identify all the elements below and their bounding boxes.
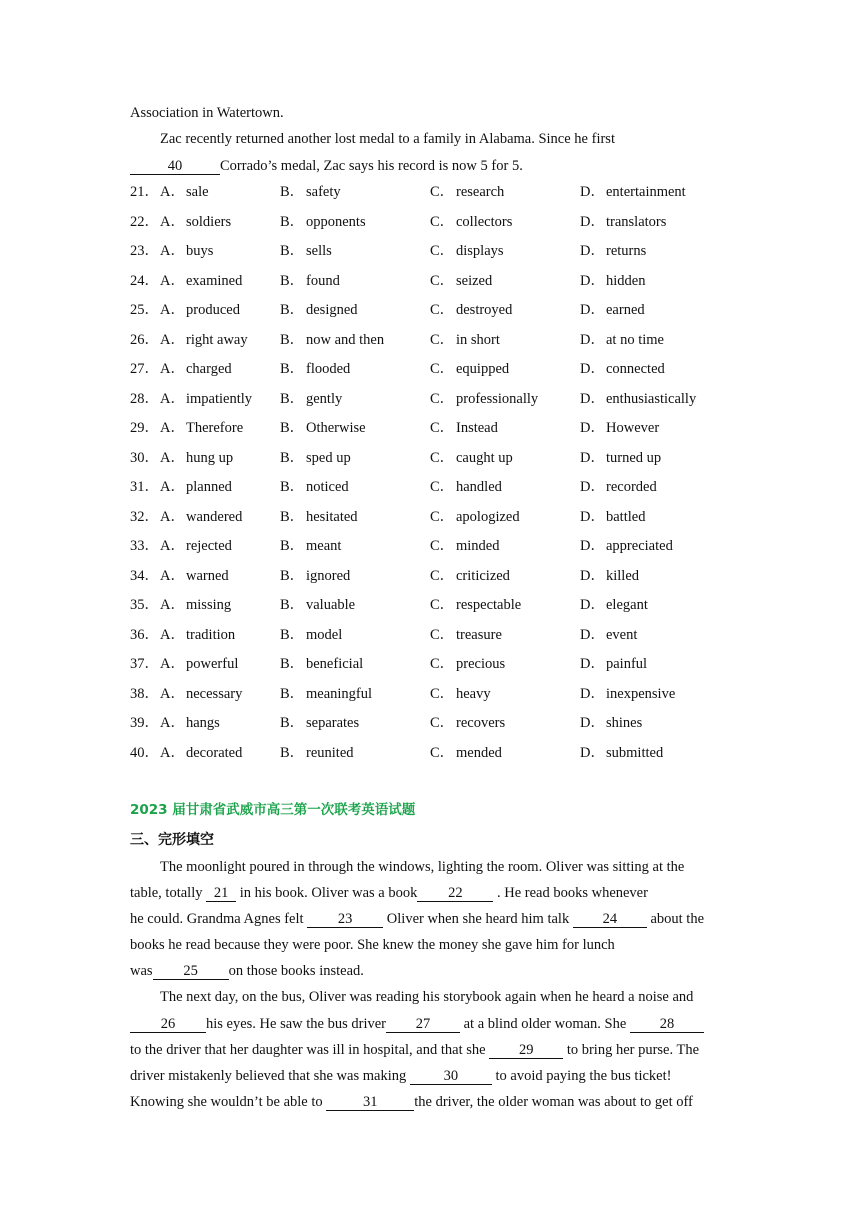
option-b[interactable]: meant [306,538,342,554]
option-c[interactable]: handled [456,479,502,495]
option-a[interactable]: produced [186,302,240,318]
option-c[interactable]: destroyed [456,302,513,318]
option-a[interactable]: necessary [186,685,243,702]
question-row [130,212,770,242]
blank-23[interactable]: 23 [307,911,383,928]
option-d[interactable]: However [606,420,660,436]
option-letter-b: B． [280,685,305,702]
option-letter-b: B． [280,390,305,407]
question-row [130,477,770,507]
question-row [130,418,770,448]
option-letter-c: C． [430,597,455,613]
passage-text: to bring her purse. The [563,1042,700,1058]
passage-line: Association in Watertown. [130,105,284,121]
question-row [130,300,770,330]
option-c[interactable]: respectable [456,597,522,613]
option-letter-c: C． [430,361,455,377]
option-d[interactable]: battled [606,508,646,525]
option-letter-d: D． [580,626,605,643]
option-letter-c: C． [430,508,455,525]
option-a[interactable]: right away [186,331,248,348]
question-number: 37． [130,656,159,672]
option-letter-c: C． [430,420,455,436]
question-row [130,241,770,271]
option-a[interactable]: Therefore [186,420,244,436]
passage-line [130,883,648,903]
blank-30[interactable]: 30 [410,1068,492,1085]
option-b[interactable]: reunited [306,744,354,761]
question-number: 27． [130,361,159,377]
option-letter-b: B． [280,420,305,436]
question-row [130,359,770,389]
option-letter-a: A． [160,656,185,672]
option-d[interactable]: shines [606,715,643,731]
option-letter-d: D． [580,567,605,584]
option-letter-d: D． [580,508,605,525]
passage-line: Zac recently returned another lost medal to a family in Alabama. Since he first [160,131,615,147]
option-d[interactable]: appreciated [606,538,673,554]
option-d[interactable]: killed [606,567,640,584]
option-b[interactable]: safety [306,184,341,200]
option-d[interactable]: returns [606,243,647,259]
option-letter-a: A． [160,390,185,407]
passage-line [130,156,523,176]
passage-text: Corrado’s medal, Zac says his record is now 5 for 5. [220,158,523,174]
option-letter-a: A． [160,184,185,200]
question-number: 33． [130,538,159,554]
option-letter-d: D． [580,331,605,348]
option-c[interactable]: research [456,184,505,200]
option-b[interactable]: valuable [306,597,356,613]
blank-27[interactable]: 27 [386,1016,460,1033]
passage-line: books he read because they were poor. She knew the money she gave him for lunch [130,937,615,953]
blank-29[interactable]: 29 [489,1042,563,1059]
option-letter-a: A． [160,626,185,643]
question-number: 29． [130,420,159,436]
option-a[interactable]: sale [186,184,209,200]
option-c[interactable]: heavy [456,685,491,702]
option-letter-b: B． [280,626,305,643]
option-letter-b: B． [280,479,305,495]
passage-text: in his book. Oliver was a book [236,885,418,901]
passage-text: was [130,963,153,979]
option-a[interactable]: decorated [186,744,243,761]
blank-21[interactable]: 21 [206,885,236,902]
option-letter-b: B． [280,184,305,200]
passage-text: the driver, the older woman was about to get off [414,1094,693,1110]
option-letter-a: A． [160,361,185,377]
option-letter-a: A． [160,567,185,584]
option-letter-c: C． [430,449,455,466]
option-letter-b: B． [280,567,305,584]
option-d[interactable]: hidden [606,272,646,289]
option-a[interactable]: warned [186,567,229,584]
passage-line: The next day, on the bus, Oliver was reading his storybook again when he heard a noise and [160,989,694,1005]
option-c[interactable]: apologized [456,508,520,525]
option-letter-b: B． [280,243,305,259]
option-b[interactable]: meaningful [306,685,373,702]
option-letter-b: B． [280,449,305,466]
option-c[interactable]: in short [456,331,500,348]
passage-text: at a blind older woman. She [460,1016,630,1032]
option-b[interactable]: now and then [306,331,385,348]
option-d[interactable]: entertainment [606,184,686,200]
option-letter-c: C． [430,715,455,731]
option-letter-d: D． [580,685,605,702]
option-letter-a: A． [160,213,185,230]
option-a[interactable]: tradition [186,626,236,643]
option-letter-a: A． [160,538,185,554]
option-letter-a: A． [160,744,185,761]
passage-line [130,961,364,981]
question-number: 32． [130,508,159,525]
option-letter-d: D． [580,302,605,318]
option-letter-c: C． [430,331,455,348]
option-c[interactable]: criticized [456,567,510,584]
option-letter-c: C． [430,243,455,259]
option-letter-d: D． [580,184,605,200]
option-b[interactable]: beneficial [306,656,364,672]
option-b[interactable]: sped up [306,449,351,466]
option-letter-d: D． [580,361,605,377]
option-a[interactable]: hung up [186,449,234,466]
question-number: 26． [130,331,159,348]
option-letter-b: B． [280,331,305,348]
option-letter-a: A． [160,715,185,731]
option-d[interactable]: at no time [606,331,664,348]
option-letter-d: D． [580,656,605,672]
option-a[interactable]: buys [186,243,214,259]
option-a[interactable]: hangs [186,715,220,731]
option-c[interactable]: minded [456,538,500,554]
option-d[interactable]: elegant [606,597,648,613]
option-a[interactable]: wandered [186,508,243,525]
question-row [130,330,770,360]
blank-40[interactable]: 40 [130,158,220,175]
blank-31[interactable]: 31 [326,1094,414,1111]
passage-line [130,1092,693,1112]
option-letter-a: A． [160,243,185,259]
blank-28[interactable]: 28 [630,1016,704,1033]
option-letter-a: A． [160,420,185,436]
option-letter-d: D． [580,744,605,761]
question-number: 21． [130,184,159,200]
question-row [130,448,770,478]
option-letter-d: D． [580,449,605,466]
option-letter-c: C． [430,302,455,318]
question-row [130,389,770,419]
option-letter-d: D． [580,213,605,230]
option-letter-a: A． [160,508,185,525]
option-letter-c: C． [430,567,455,584]
option-letter-c: C． [430,685,455,702]
option-d[interactable]: recorded [606,479,657,495]
option-b[interactable]: noticed [306,479,349,495]
option-letter-c: C． [430,626,455,643]
option-b[interactable]: Otherwise [306,420,366,436]
option-b[interactable]: model [306,626,343,643]
passage-text: . He read books whenever [493,885,648,901]
question-row [130,566,770,596]
question-row [130,684,770,714]
passage-text: to the driver that her daughter was ill in hospital, and that she [130,1042,490,1058]
question-row [130,654,770,684]
question-row [130,713,770,743]
option-a[interactable]: rejected [186,538,232,554]
blank-26[interactable]: 26 [130,1016,206,1033]
option-d[interactable]: enthusiastically [606,390,697,407]
blank-24[interactable]: 24 [573,911,647,928]
option-d[interactable]: connected [606,361,665,377]
option-letter-a: A． [160,272,185,289]
option-a[interactable]: examined [186,272,243,289]
option-letter-a: A． [160,597,185,613]
option-letter-d: D． [580,272,605,289]
passage-text: Knowing she wouldn’t be able to [130,1094,327,1110]
option-d[interactable]: submitted [606,744,664,761]
option-b[interactable]: found [306,272,340,289]
option-letter-c: C． [430,390,455,407]
option-b[interactable]: gently [306,390,343,407]
option-letter-a: A． [160,685,185,702]
blank-25[interactable]: 25 [153,963,229,980]
source-title: 2023 届甘肃省武威市高三第一次联考英语试题 [130,802,416,818]
passage-line: The moonlight poured in through the windows, lighting the room. Oliver was sitting at the [160,859,685,875]
question-row [130,507,770,537]
option-letter-b: B． [280,213,305,230]
option-c[interactable]: mended [456,744,502,761]
option-letter-c: C． [430,538,455,554]
passage-text: table, totally [130,885,207,901]
passage-text: Oliver when she heard him talk [383,911,573,927]
option-letter-c: C． [430,184,455,200]
option-letter-d: D． [580,420,605,436]
question-number: 39． [130,715,159,731]
option-letter-d: D． [580,715,605,731]
option-a[interactable]: planned [186,479,232,495]
question-number: 23． [130,243,159,259]
option-c[interactable]: displays [456,243,504,259]
passage-text: driver mistakenly believed that she was making [130,1068,410,1084]
option-b[interactable]: flooded [306,361,351,377]
question-row [130,743,770,773]
option-b[interactable]: designed [306,302,358,318]
option-letter-a: A． [160,479,185,495]
passage-line [130,1040,699,1060]
option-letter-b: B． [280,656,305,672]
question-number: 35． [130,597,159,613]
option-a[interactable]: missing [186,597,232,613]
option-letter-d: D． [580,538,605,554]
option-letter-b: B． [280,715,305,731]
option-b[interactable]: sells [306,243,332,259]
blank-22[interactable]: 22 [417,885,493,902]
option-letter-b: B． [280,538,305,554]
question-row [130,182,770,212]
option-letter-d: D． [580,243,605,259]
question-number: 30． [130,449,159,466]
passage-text: about the [646,911,705,927]
question-number: 25． [130,302,159,318]
option-c[interactable]: precious [456,656,506,672]
option-b[interactable]: hesitated [306,508,358,525]
option-c[interactable]: collectors [456,213,513,230]
question-number: 31． [130,479,159,495]
option-letter-a: A． [160,449,185,466]
question-number: 38． [130,685,159,702]
option-c[interactable]: treasure [456,626,502,643]
option-c[interactable]: Instead [456,420,498,436]
option-letter-b: B． [280,508,305,525]
question-row [130,595,770,625]
passage-text: to avoid paying the bus ticket! [491,1068,672,1084]
option-d[interactable]: translators [606,213,667,230]
option-d[interactable]: turned up [606,449,662,466]
option-letter-d: D． [580,390,605,407]
option-b[interactable]: separates [306,715,360,731]
option-a[interactable]: impatiently [186,390,253,407]
option-c[interactable]: seized [456,272,493,289]
option-b[interactable]: ignored [306,567,351,584]
option-letter-b: B． [280,272,305,289]
option-letter-a: A． [160,302,185,318]
question-row [130,625,770,655]
option-letter-c: C． [430,656,455,672]
section-heading: 三、完形填空 [130,832,214,848]
question-number: 22． [130,213,159,230]
option-d[interactable]: event [606,626,638,643]
option-letter-a: A． [160,331,185,348]
question-number: 24． [130,272,159,289]
option-letter-b: B． [280,744,305,761]
option-c[interactable]: equipped [456,361,510,377]
question-row [130,536,770,566]
question-row [130,271,770,301]
option-letter-c: C． [430,479,455,495]
option-letter-b: B． [280,597,305,613]
question-number: 36． [130,626,159,643]
option-b[interactable]: opponents [306,213,366,230]
option-letter-d: D． [580,597,605,613]
option-a[interactable]: soldiers [186,213,232,230]
passage-text: he could. Grandma Agnes felt [130,911,308,927]
options-list [130,182,770,772]
option-letter-d: D． [580,479,605,495]
question-number: 28． [130,390,159,407]
option-c[interactable]: recovers [456,715,506,731]
option-d[interactable]: earned [606,302,645,318]
passage-text: on those books instead. [228,963,364,979]
passage-line [130,1014,704,1034]
option-d[interactable]: inexpensive [606,685,676,702]
option-letter-b: B． [280,361,305,377]
option-c[interactable]: professionally [456,390,539,407]
option-d[interactable]: painful [606,656,648,672]
option-a[interactable]: powerful [186,656,239,672]
option-c[interactable]: caught up [456,449,513,466]
passage-line [130,1066,671,1086]
option-letter-c: C． [430,272,455,289]
option-a[interactable]: charged [186,361,232,377]
option-letter-c: C． [430,213,455,230]
passage-text: his eyes. He saw the bus driver [206,1016,386,1032]
question-number: 40． [130,744,159,761]
option-letter-c: C． [430,744,455,761]
option-letter-b: B． [280,302,305,318]
passage-line [130,909,704,929]
question-number: 34． [130,567,159,584]
